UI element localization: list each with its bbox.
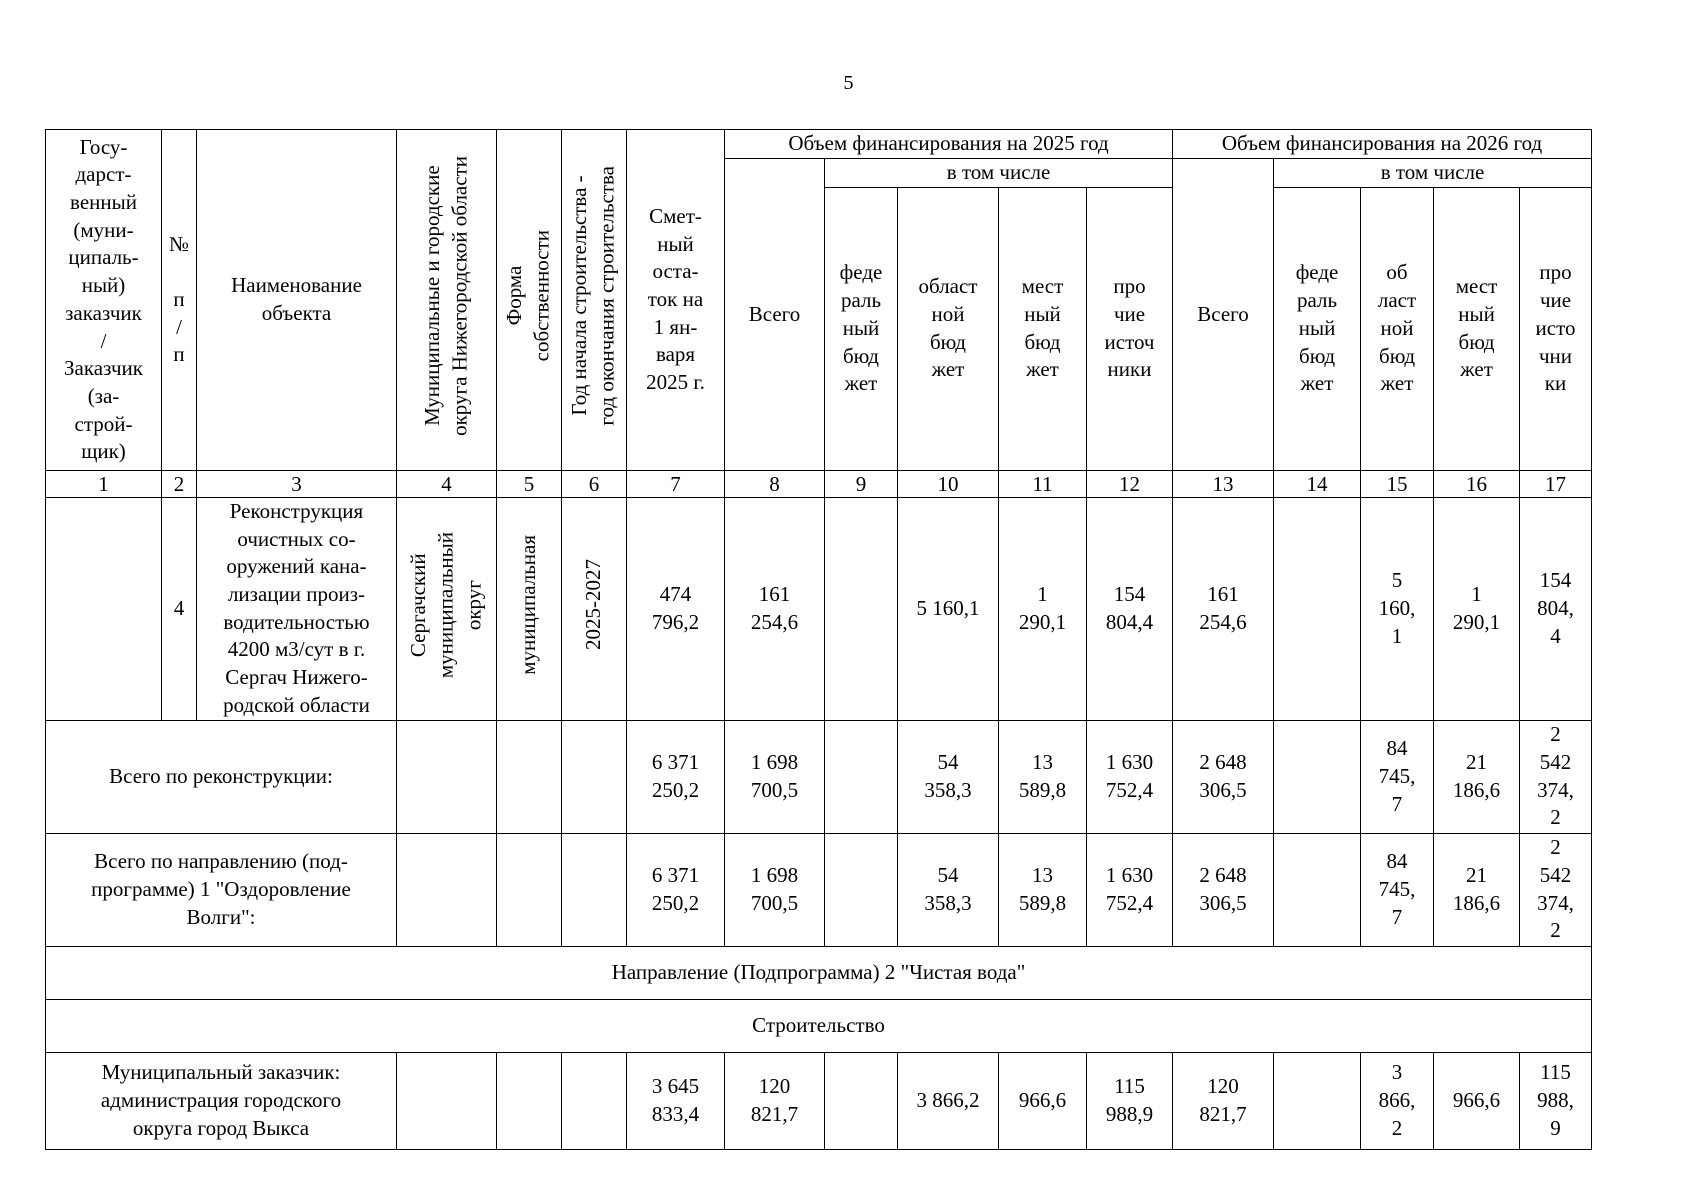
- cell-other-2026: 2 542 374, 2: [1520, 720, 1592, 833]
- cell-total-2025: 120 821,7: [725, 1052, 825, 1149]
- table-row-total-reconstruction: [46, 720, 1592, 833]
- financing-table: [45, 129, 1592, 1150]
- cell-local-2025: 966,6: [999, 1052, 1087, 1149]
- header-district: Муниципальные и городские округа Нижегородской области: [419, 156, 472, 436]
- column-number: 5: [497, 470, 562, 497]
- header-customer: Госу- дарст- венный (муни- ципаль- ный) заказчик / Заказчик (за- строй- щик): [46, 130, 162, 471]
- cell-total-2026: 120 821,7: [1173, 1052, 1274, 1149]
- cell-local-2026: 966,6: [1434, 1052, 1520, 1149]
- cell-federal-2025: [825, 833, 898, 946]
- header-other-2026: про чие исто чни ки: [1520, 187, 1592, 470]
- column-number: 11: [999, 470, 1087, 497]
- cell-federal-2026: [1274, 833, 1361, 946]
- column-number: 4: [397, 470, 497, 497]
- cell-estimate: 6 371 250,2: [627, 833, 725, 946]
- cell-estimate: 6 371 250,2: [627, 720, 725, 833]
- cell-regional-2025: 3 866,2: [898, 1052, 999, 1149]
- header-including-2025: в том числе: [825, 159, 1173, 188]
- cell-label: Всего по направлению (под- программе) 1 "Оздоровление Волги":: [46, 833, 397, 946]
- cell-years-wrap: [562, 497, 627, 720]
- header-local-2025: мест ный бюд жет: [999, 187, 1087, 470]
- header-district-cell: [397, 130, 497, 471]
- cell-empty: [397, 833, 497, 946]
- cell-empty: [397, 720, 497, 833]
- cell-local-2025: 13 589,8: [999, 720, 1087, 833]
- section-subprogram-title: Направление (Подпрограмма) 2 "Чистая вода": [46, 946, 1592, 999]
- cell-other-2026: 154 804, 4: [1520, 497, 1592, 720]
- cell-federal-2025: [825, 497, 898, 720]
- cell-total-2026: 2 648 306,5: [1173, 833, 1274, 946]
- header-years-cell: [562, 130, 627, 471]
- header-regional-2026: об ласт ной бюд жет: [1361, 187, 1434, 470]
- header-financing-2025: Объем финансирования на 2025 год: [725, 130, 1173, 159]
- column-number: 10: [898, 470, 999, 497]
- header-regional-2025: област ной бюд жет: [898, 187, 999, 470]
- header-estimate: Смет- ный оста- ток на 1 ян- варя 2025 г.: [627, 130, 725, 471]
- cell-federal-2026: [1274, 497, 1361, 720]
- cell-years: 2025-2027: [581, 559, 606, 651]
- column-number: 16: [1434, 470, 1520, 497]
- cell-label: Муниципальный заказчик: администрация городского округа город Выкса: [46, 1052, 397, 1149]
- cell-empty: [397, 1052, 497, 1149]
- header-number: № п / п: [162, 130, 197, 471]
- column-number: 3: [197, 470, 397, 497]
- table-row-total-subprogram: [46, 833, 1592, 946]
- header-ownership: Форма собственности: [502, 230, 554, 362]
- column-numbers-row: [46, 470, 1592, 497]
- cell-federal-2025: [825, 1052, 898, 1149]
- page-number: 5: [843, 72, 854, 94]
- header-federal-2025: феде раль ный бюд жет: [825, 187, 898, 470]
- column-number: 2: [162, 470, 197, 497]
- cell-local-2026: 21 186,6: [1434, 833, 1520, 946]
- header-financing-2026: Объем финансирования на 2026 год: [1173, 130, 1592, 159]
- header-including-2026: в том числе: [1274, 159, 1592, 188]
- cell-empty: [562, 1052, 627, 1149]
- cell-empty: [562, 833, 627, 946]
- cell-local-2026: 21 186,6: [1434, 720, 1520, 833]
- cell-estimate: 474 796,2: [627, 497, 725, 720]
- column-number: 8: [725, 470, 825, 497]
- cell-other-2026: 115 988, 9: [1520, 1052, 1592, 1149]
- cell-regional-2026: 84 745, 7: [1361, 720, 1434, 833]
- cell-ownership-wrap: [497, 497, 562, 720]
- cell-regional-2026: 3 866, 2: [1361, 1052, 1434, 1149]
- cell-regional-2025: 54 358,3: [898, 833, 999, 946]
- header-ownership-cell: [497, 130, 562, 471]
- cell-federal-2026: [1274, 720, 1361, 833]
- cell-label: Всего по реконструкции:: [46, 720, 397, 833]
- header-years: Год начала строительства - год окончания строительства: [567, 166, 619, 426]
- cell-total-2025: 1 698 700,5: [725, 833, 825, 946]
- cell-federal-2025: [825, 720, 898, 833]
- cell-total-2026: 161 254,6: [1173, 497, 1274, 720]
- cell-estimate: 3 645 833,4: [627, 1052, 725, 1149]
- table-row-customer: [46, 1052, 1592, 1149]
- column-number: 15: [1361, 470, 1434, 497]
- cell-local-2025: 13 589,8: [999, 833, 1087, 946]
- column-number: 6: [562, 470, 627, 497]
- cell-object-name: Реконструкция очистных со- оружений кана- лизации произ- водительностью 4200 м3/сут в г. Сергач Нижего- родской области: [197, 497, 397, 720]
- cell-regional-2025: 5 160,1: [898, 497, 999, 720]
- header-federal-2026: феде раль ный бюд жет: [1274, 187, 1361, 470]
- cell-other-2025: 1 630 752,4: [1087, 720, 1173, 833]
- cell-other-2025: 1 630 752,4: [1087, 833, 1173, 946]
- cell-empty: [497, 833, 562, 946]
- section-row-subprogram: [46, 946, 1592, 999]
- column-number: 13: [1173, 470, 1274, 497]
- column-number: 7: [627, 470, 725, 497]
- cell-empty: [497, 720, 562, 833]
- cell-regional-2026: 84 745, 7: [1361, 833, 1434, 946]
- cell-local-2026: 1 290,1: [1434, 497, 1520, 720]
- column-number: 14: [1274, 470, 1361, 497]
- column-number: 12: [1087, 470, 1173, 497]
- column-number: 9: [825, 470, 898, 497]
- cell-regional-2025: 54 358,3: [898, 720, 999, 833]
- cell-empty: [497, 1052, 562, 1149]
- cell-federal-2026: [1274, 1052, 1361, 1149]
- section-construction-title: Строительство: [46, 999, 1592, 1052]
- header-other-2025: про чие источ ники: [1087, 187, 1173, 470]
- cell-total-2025: 1 698 700,5: [725, 720, 825, 833]
- table-row-object: [46, 497, 1592, 720]
- cell-number: 4: [162, 497, 197, 720]
- cell-district-wrap: [397, 497, 497, 720]
- cell-customer-empty: [46, 497, 162, 720]
- cell-other-2025: 115 988,9: [1087, 1052, 1173, 1149]
- cell-total-2026: 2 648 306,5: [1173, 720, 1274, 833]
- cell-district: Сергачский муниципальный округ: [405, 531, 486, 678]
- cell-regional-2026: 5 160, 1: [1361, 497, 1434, 720]
- section-row-construction: [46, 999, 1592, 1052]
- cell-local-2025: 1 290,1: [999, 497, 1087, 720]
- header-object-name: Наименование объекта: [197, 130, 397, 471]
- cell-empty: [562, 720, 627, 833]
- header-local-2026: мест ный бюд жет: [1434, 187, 1520, 470]
- header-row-1: [46, 130, 1592, 159]
- column-number: 17: [1520, 470, 1592, 497]
- cell-total-2025: 161 254,6: [725, 497, 825, 720]
- header-total-2025: Всего: [725, 159, 825, 471]
- column-number: 1: [46, 470, 162, 497]
- cell-other-2025: 154 804,4: [1087, 497, 1173, 720]
- cell-ownership: муниципальная: [516, 534, 541, 675]
- header-total-2026: Всего: [1173, 159, 1274, 471]
- cell-other-2026: 2 542 374, 2: [1520, 833, 1592, 946]
